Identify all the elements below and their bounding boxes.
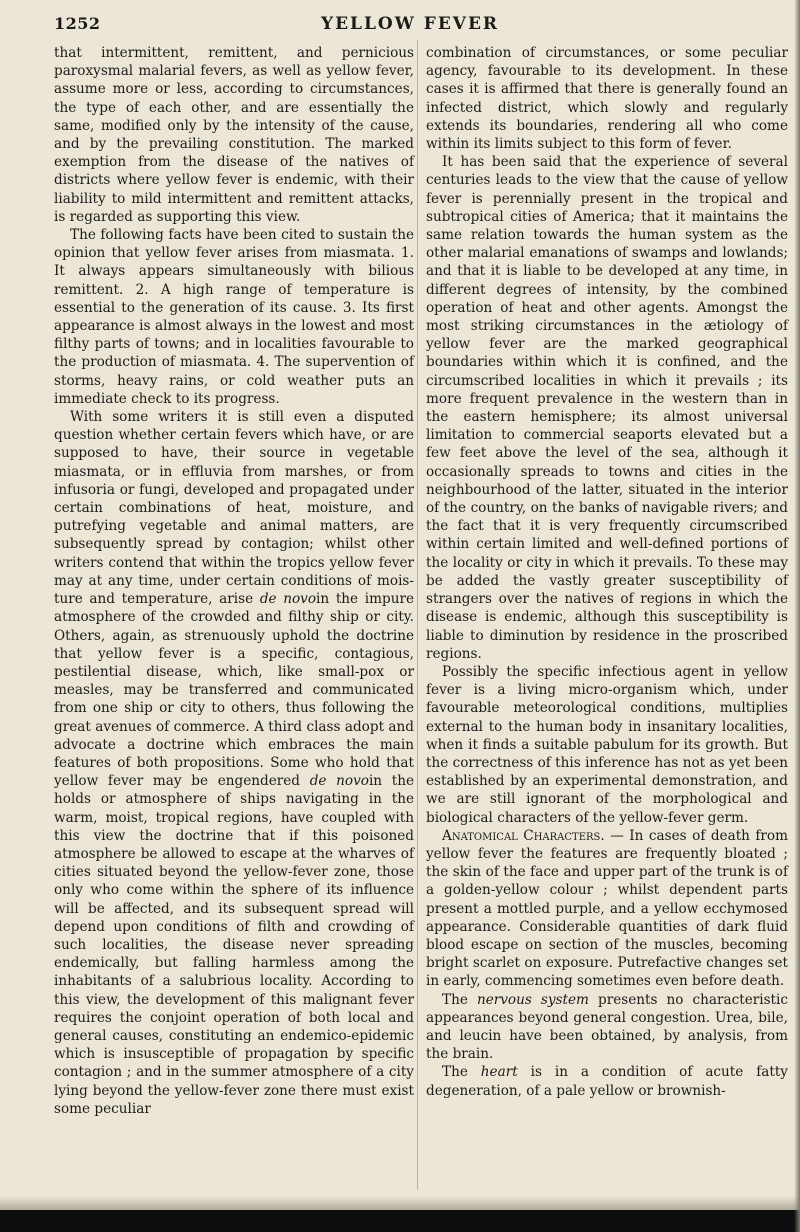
- paragraph: It has been said that the experience of several centuries leads to the view that the cause of yellow fever is perennially present in the tropical and subtropical cities of America; that it maintains the same relation towards the human system as the other malarial emanations of swamps and lowlands; and that it is liable to be developed at any time, in different degrees of intensity, by the combined operation of heat and other agents. Amongst the most striking circumstances in the ætiology of yellow fever are the marked geographical boundaries within which it is confined, and the circumscribed localities in which it prevails ; its more frequent prevalence in the western than in the eastern hemisphere; its almost universal limitation to commercial seaports elevated but a few feet above the level of the sea, although it occasionally spreads to towns and cities in the neighbourhood of the latter, situated in the interior of the country, on the banks of navigable rivers; and the fact that it is very frequently circumscribed within certain limited and well-defined portions of the locality or city in which it prevails. To these may be added the vastly greater susceptibility of strangers over the natives of regions in which the disease is endemic, although this susceptibility is liable to diminution by residence in the proscribed regions.: [426, 154, 788, 662]
- paragraph: combination of circumstances, or some peculiar agency, favourable to its development. In these cases it is affirmed that there is generally found an infected district, which slowly and regularly extends its boundaries, rendering all who come within its limits subject to this form of fever.: [426, 45, 788, 153]
- text-run: in the impure atmosphere of the crowded and filthy ship or city. Others, again, as strenuously uphold the doctrine that yellow fever is a specific, contagious, pestilential disease, which, like small-pox or measles, may be transferred and communicated from one ship or city to others, thus following the great avenues of commerce. A third class adopt and advocate a doctrine which embraces the main features of both propositions. Some who hold that yellow fever may be engendered: [54, 591, 414, 790]
- paragraph: Possibly the specific infectious agent in yellow fever is a living micro-organism which, under favourable meteorological conditions, multiplies external to the human body in insanitary localities, when it finds a suitable pabulum for its growth. But the correctness of this inference has not as yet been established by an experimental demonstration, and we are still ignorant of the morphological and biological characters of the yellow-fever germ.: [426, 663, 788, 826]
- page-number: 1252: [54, 14, 101, 33]
- text-run: presents no characteristic appearances beyond general congestion. Urea, bile, and leucin have been obtained, by analysis, from the brain.: [426, 991, 788, 1063]
- page-bottom-shadow: [0, 1196, 800, 1210]
- page-header: [54, 14, 766, 36]
- italic-term: nervous system: [476, 991, 589, 1008]
- italic-phrase: de novo: [259, 591, 317, 608]
- paragraph: [426, 1063, 788, 1099]
- left-column: [54, 44, 414, 1118]
- paragraph: [426, 827, 788, 991]
- italic-phrase: de novo: [309, 773, 369, 790]
- text-run: — In cases of death from yellow fever the features are frequently bloated ; the skin of the face and upper part of the trunk is of a golden-yellow colour ; whilst dependent parts present a mottled purple, and a yellow ecchymosed appearance. Considerable quantities of dark fluid blood escape on section of the muscles, becoming bright scarlet on exposure. Putrefactive changes set in early, commencing sometimes even before death.: [426, 827, 788, 990]
- section-heading: Anatomical Characters.: [442, 827, 605, 844]
- paragraph: [426, 991, 788, 1064]
- scan-right-edge: [794, 0, 800, 1232]
- text-run: is in a condition of acute fatty degeneration, of a pale yellow or brownish-: [426, 1064, 788, 1099]
- text-run: The: [442, 991, 477, 1008]
- text-run: The: [442, 1064, 481, 1081]
- paragraph: [54, 408, 414, 1118]
- column-divider: [417, 40, 418, 1190]
- running-title: YELLOW FEVER: [320, 14, 500, 34]
- text-run: With some writers it is still even a disputed question whether certain fevers which have, or are supposed to have, their source in vegetable miasmata, or in effluvia from marshes, or from infusoria or fungi, developed and propagated under certain combinations of heat, moisture, and putrefying vegetable and animal matters, are subsequently spread by contagion; whilst other writers contend that within the tropics yellow fever may at any time, under certain conditions of moisture and temperature, arise: [54, 409, 414, 608]
- paragraph: The following facts have been cited to sustain the opinion that yellow fever arises from miasmata. 1. It always appears simultaneously with bilious remittent. 2. A high range of temperature is essential to the generation of its cause. 3. Its first appearance is almost always in the lowest and most filthy parts of towns; and in localities favourable to the production of miasmata. 4. The supervention of storms, heavy rains, or cold weather puts an immediate check to its progress.: [54, 227, 414, 407]
- text-run: in the holds or atmosphere of ships navigating in the warm, moist, tropical regions, have coupled with this view the doctrine that if this poisoned atmosphere be allowed to escape at the wharves of cities situated beyond the yellow-fever zone, those only who come within the sphere of its influence will be affected, and its subsequent spread will depend upon conditions of filth and crowding of such localities, the disease never spreading endemically, but falling harmless among the inhabitants of a salubrious locality. According to this view, the development of this malignant fever requires the conjoint operation of both local and general causes, constituting an endemico-epidemic which is insusceptible of propagation by specific contagion ; and in the summer atmosphere of a city lying beyond the yellow-fever zone there must exist some peculiar: [54, 773, 415, 1117]
- paragraph: that intermittent, remittent, and pernicious paroxysmal malarial fevers, as well as yellow fever, assume more or less, according to circumstances, the type of each other, and are essentially the same, modified only by the intensity of the cause, and by the prevailing constitution. The marked exemption from the disease of the natives of districts where yellow fever is endemic, with their liability to mild intermittent and remittent attacks, is regarded as supporting this view.: [54, 45, 414, 225]
- italic-term: heart: [480, 1064, 518, 1081]
- right-column: [426, 44, 788, 1100]
- scan-bottom-edge: [0, 1210, 800, 1232]
